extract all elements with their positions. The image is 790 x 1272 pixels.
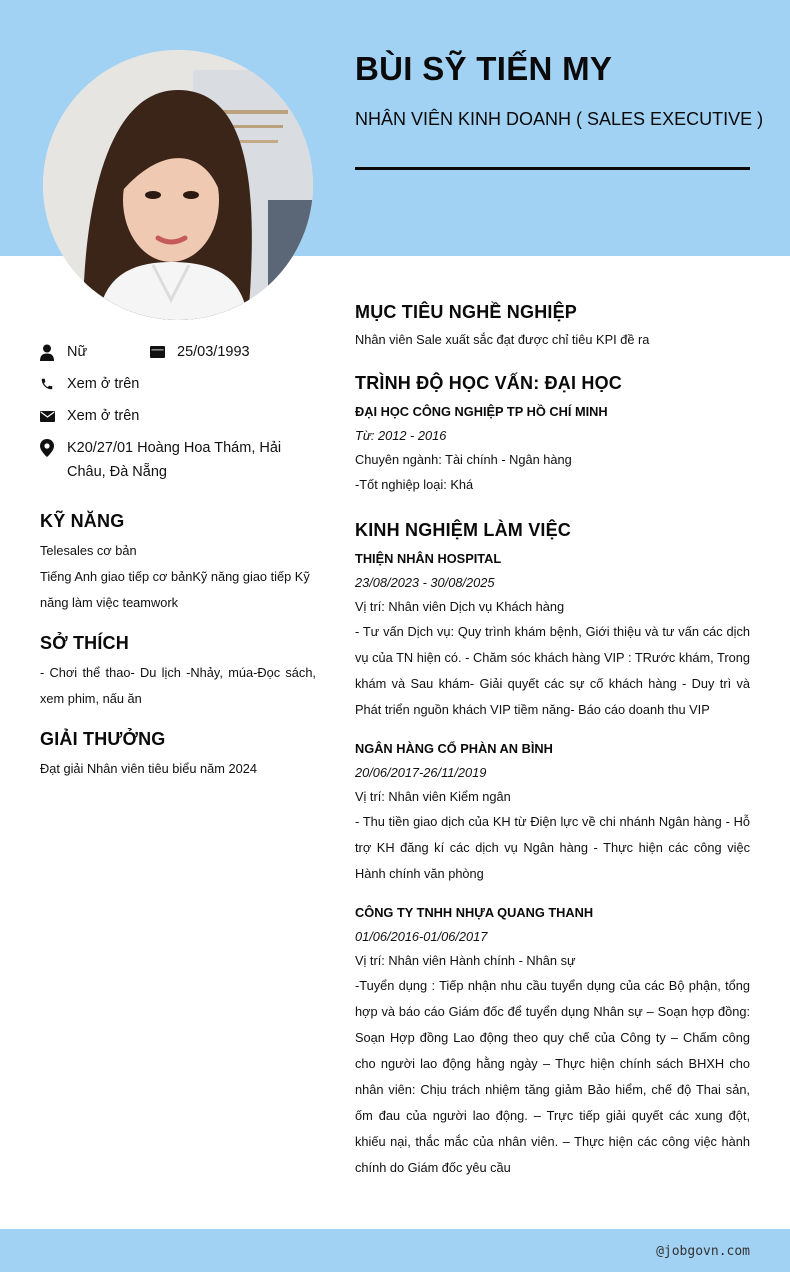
- address-line-1: K20/27/01 Hoàng Hoa Thám, Hải: [67, 440, 282, 456]
- awards-text: Đạt giải Nhân viên tiêu biểu năm 2024: [40, 761, 257, 776]
- job-description: -Tuyển dụng : Tiếp nhận nhu cầu tuyển dụng của các Bộ phận, tổng hợp và báo cáo Giám đốc để tuyển dụng Nhân sự – Soạn hợp đồng: Soạn Hợp đồng Lao động theo quy chế của Công ty – Chấm công cho người lao động hằng ngày – Thực hiện chính sách BHXH cho nhân viên: Chịu trách nhiệm tăng giảm Bảo hiểm, chế độ Thai sản, ốm đau của người lao động. – Trực tiếp giải quyết các xung đột, khiếu nại, thắc mắc của nhân viên. – Thực hiện các công việc hành chính do Giám đốc yêu cầu: [355, 978, 750, 1175]
- address-line-2: Châu, Đà Nẵng: [67, 464, 167, 480]
- title-divider: [355, 167, 750, 170]
- right-column: [355, 302, 750, 1181]
- person-icon: [40, 340, 67, 364]
- job-period: 01/06/2016-01/06/2017: [355, 929, 488, 944]
- profile-photo-illustration: [43, 50, 313, 320]
- education-entry: [355, 400, 750, 498]
- email-value: Xem ở trên: [67, 408, 140, 424]
- profile-photo: [43, 50, 313, 320]
- skill-line-1: Telesales cơ bản: [40, 543, 137, 558]
- left-column: [40, 340, 316, 782]
- phone-icon: [40, 372, 67, 396]
- skills-heading: KỸ NĂNG: [40, 511, 125, 531]
- job-position: Vị trí: Nhân viên Hành chính - Nhân sự: [355, 953, 576, 968]
- address-value: [67, 436, 281, 484]
- education-grade: -Tốt nghiệp loại: Khá: [355, 477, 474, 492]
- objective-text: Nhân viên Sale xuất sắc đạt được chỉ tiêu KPI đề ra: [355, 332, 650, 347]
- job-entry: [355, 737, 750, 887]
- phone-value: Xem ở trên: [67, 376, 140, 392]
- education-major: Chuyên ngành: Tài chính - Ngân hàng: [355, 452, 572, 467]
- phone-row: [40, 372, 316, 396]
- address-row: [40, 436, 316, 484]
- calendar-icon: [150, 340, 177, 364]
- objective-heading: MỤC TIÊU NGHỀ NGHIỆP: [355, 302, 578, 322]
- gender-value: Nữ: [67, 344, 88, 360]
- job-company: THIỆN NHÂN HOSPITAL: [355, 551, 502, 566]
- email-row: [40, 404, 316, 428]
- job-period: 23/08/2023 - 30/08/2025: [355, 575, 495, 590]
- birthdate-value: 25/03/1993: [177, 344, 250, 360]
- job-position: Vị trí: Nhân viên Kiểm ngân: [355, 789, 511, 804]
- mail-icon: [40, 404, 67, 428]
- education-heading: TRÌNH ĐỘ HỌC VẤN: ĐẠI HỌC: [355, 373, 622, 393]
- job-entry: [355, 901, 750, 1181]
- skills-text: [40, 538, 316, 616]
- job-position: Vị trí: Nhân viên Dịch vụ Khách hàng: [355, 599, 565, 614]
- experience-heading: KINH NGHIỆM LÀM VIỆC: [355, 520, 572, 540]
- school-name: ĐẠI HỌC CÔNG NGHIỆP TP HỒ CHÍ MINH: [355, 404, 608, 419]
- job-description: - Thu tiền giao dịch của KH từ Điện lực về chi nhánh Ngân hàng - Hỗ trợ KH đăng kí các dịch vụ Ngân hàng - Thực hiện các công việc Hành chính văn phòng: [355, 814, 750, 881]
- job-company: NGÂN HÀNG CỔ PHÀN AN BÌNH: [355, 741, 553, 756]
- job-description: - Tư vấn Dịch vụ: Quy trình khám bệnh, Giới thiệu và tư vấn các dịch vụ của TN hiện có. - Chăm sóc khách hàng VIP : TRước khám, Trong khám và Sau khám- Giải quyết các sự cố khách hàng - Duy trì và Phát triển nguồn khách VIP tiềm năng- Báo cáo doanh thu VIP: [355, 624, 750, 717]
- hobbies-heading: SỞ THÍCH: [40, 633, 129, 653]
- skill-line-3: năng làm việc teamwork: [40, 595, 178, 610]
- job-title: NHÂN VIÊN KINH DOANH ( SALES EXECUTIVE ): [355, 109, 764, 129]
- education-period: Từ: 2012 - 2016: [355, 428, 447, 443]
- skill-line-2: Tiếng Anh giao tiếp cơ bảnKỹ năng giao tiếp Kỹ: [40, 569, 310, 584]
- job-period: 20/06/2017-26/11/2019: [355, 765, 487, 780]
- job-company: CÔNG TY TNHH NHỰA QUANG THANH: [355, 905, 594, 920]
- job-entry: [355, 547, 750, 723]
- gender-row: [40, 340, 150, 372]
- birthdate-row: [150, 340, 316, 372]
- personal-info-row: [40, 340, 316, 372]
- footer-brand: @jobgovn.com: [656, 1244, 750, 1259]
- hobbies-text: - Chơi thể thao- Du lịch -Nhảy, múa-Đọc sách, xem phim, nấu ăn: [40, 665, 316, 706]
- location-pin-icon: [40, 436, 67, 460]
- candidate-name: BÙI SỸ TIẾN MY: [355, 50, 613, 87]
- awards-heading: GIẢI THƯỞNG: [40, 729, 166, 749]
